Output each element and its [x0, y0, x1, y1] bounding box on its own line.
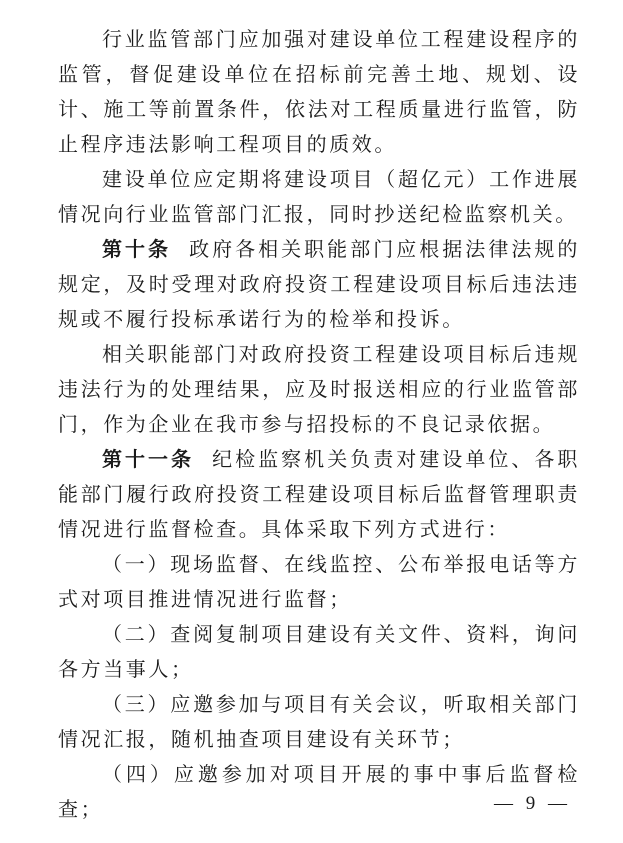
article-11	[58, 442, 580, 547]
list-item-4	[58, 757, 580, 827]
paragraph-text: 建设单位应定期将建设项目（超亿元）工作进展情况向行业监管部门汇报，同时抄送纪检监察机关。	[58, 167, 580, 226]
paragraph-text: （二）查阅复制项目建设有关文件、资料，询问各方当事人；	[58, 622, 580, 681]
paragraph-supervision-duties	[58, 22, 580, 162]
list-item-2	[58, 617, 580, 687]
paragraph-text: 纪检监察机关负责对建设单位、各职能部门履行政府投资工程建设项目标后监督管理职责情况进行监督检查。具体采取下列方式进行：	[58, 447, 580, 541]
paragraph-text: 相关职能部门对政府投资工程建设项目标后违规违法行为的处理结果，应及时报送相应的行业监管部门，作为企业在我市参与招投标的不良记录依据。	[58, 342, 580, 436]
paragraph-handling-results	[58, 337, 580, 442]
list-item-3	[58, 687, 580, 757]
article-heading: 第十条	[102, 237, 172, 261]
page-number: — 9 —	[494, 793, 571, 814]
paragraph-text: （三）应邀参加与项目有关会议，听取相关部门情况汇报，随机抽查项目建设有关环节；	[58, 692, 580, 751]
article-10	[58, 232, 580, 337]
paragraph-progress-report	[58, 162, 580, 232]
paragraph-text: 行业监管部门应加强对建设单位工程建设程序的监管，督促建设单位在招标前完善土地、规划、设计、施工等前置条件，依法对工程质量进行监管，防止程序违法影响工程项目的质效。	[58, 27, 580, 156]
paragraph-text: （一）现场监督、在线监控、公布举报电话等方式对项目推进情况进行监督；	[58, 552, 580, 611]
paragraph-text: （四）应邀参加对项目开展的事中事后监督检查；	[58, 762, 580, 821]
article-heading: 第十一条	[102, 447, 195, 471]
paragraph-text: 政府各相关职能部门应根据法律法规的规定，及时受理对政府投资工程建设项目标后违法违规或不履行投标承诺行为的检举和投诉。	[58, 237, 580, 331]
list-item-1	[58, 547, 580, 617]
